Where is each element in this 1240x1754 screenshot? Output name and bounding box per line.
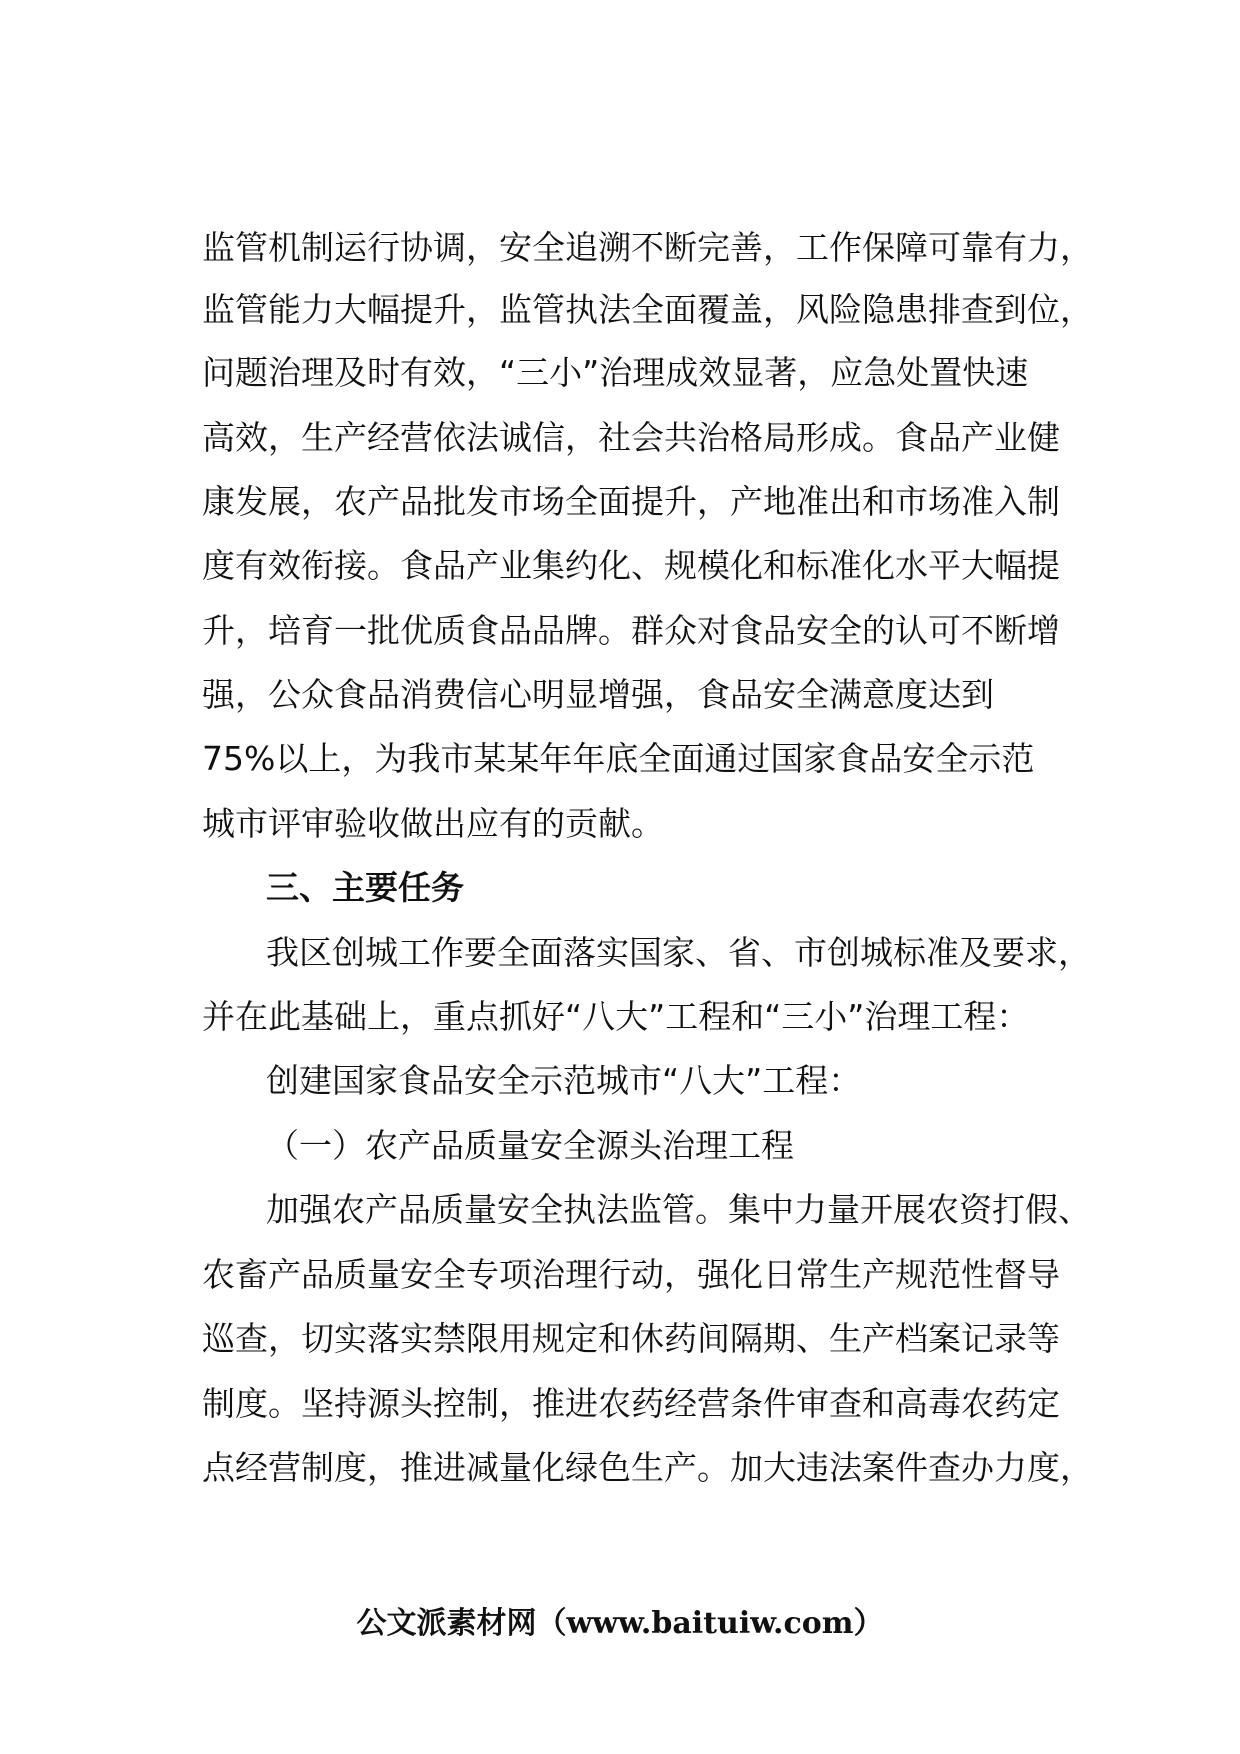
text-line: 问题治理及时有效，“三小”治理成效显著，应急处置快速: [202, 353, 1029, 392]
text-line: 制度。坚持源头控制，推进农药经营条件审查和高毒农药定: [202, 1384, 1060, 1423]
text-line: 强，公众食品消费信心明显增强，食品安全满意度达到: [202, 675, 994, 714]
text-line: 创建国家食品安全示范城市“八大”工程：: [266, 1061, 862, 1100]
text-line: 并在此基础上，重点抓好“八大”工程和“三小”治理工程：: [202, 997, 1030, 1036]
text-line: 75%以上，为我市某某年年底全面通过国家食品安全示范: [202, 739, 1035, 778]
text-line: 点经营制度，推进减量化绿色生产。加大违法案件查办力度，: [202, 1448, 1093, 1487]
text-line: 监管机制运行协调，安全追溯不断完善，工作保障可靠有力，: [202, 228, 1093, 267]
subsection-heading: （一）农产品质量安全源头治理工程: [266, 1126, 794, 1165]
text-line: 巡查，切实落实禁限用规定和休药间隔期、生产档案记录等: [202, 1319, 1060, 1358]
text-line: 监管能力大幅提升，监管执法全面覆盖，风险隐患排查到位，: [202, 290, 1093, 329]
text-line: 高效，生产经营依法诚信，社会共治格局形成。食品产业健: [202, 418, 1060, 457]
footer-watermark: 公文派素材网（www.baituiw.com）: [356, 1606, 884, 1641]
section-heading: 三、主要任务: [266, 868, 464, 907]
text-line: 城市评审验收做出应有的贡献。: [202, 804, 664, 843]
text-line: 我区创城工作要全面落实国家、省、市创城标准及要求，: [266, 933, 1091, 972]
text-line: 升，培育一批优质食品品牌。群众对食品安全的认可不断增: [202, 611, 1060, 650]
text-line: 农畜产品质量安全专项治理行动，强化日常生产规范性督导: [202, 1255, 1060, 1294]
text-line: 康发展，农产品批发市场全面提升，产地准出和市场准入制: [202, 482, 1060, 521]
text-line: 度有效衔接。食品产业集约化、规模化和标准化水平大幅提: [202, 546, 1060, 585]
text-line: 加强农产品质量安全执法监管。集中力量开展农资打假、: [266, 1190, 1091, 1229]
